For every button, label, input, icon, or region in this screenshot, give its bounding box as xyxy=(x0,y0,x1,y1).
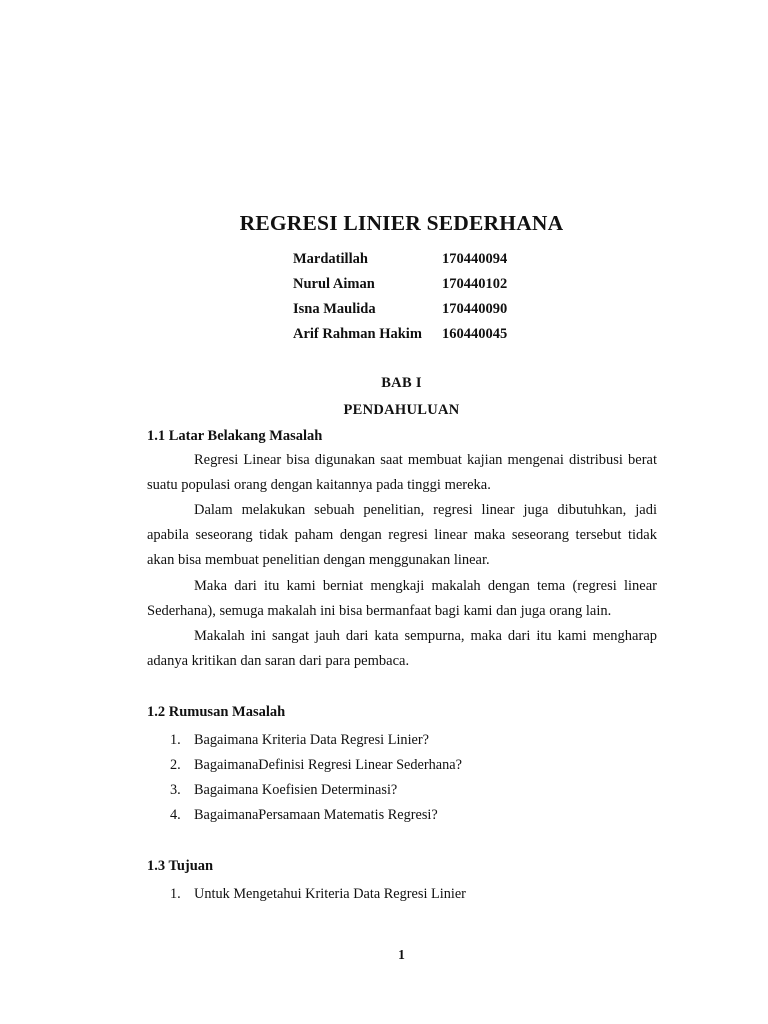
author-name: Arif Rahman Hakim xyxy=(293,326,422,342)
author-id: 160440045 xyxy=(442,326,508,342)
list-item: Untuk Mengetahui Kriteria Data Regresi Linier xyxy=(194,886,466,902)
list-item: BagaimanaPersamaan Matematis Regresi? xyxy=(194,807,438,823)
author-name: Nurul Aiman xyxy=(293,276,375,292)
section-heading-goals: 1.3 Tujuan xyxy=(147,858,214,874)
author-id: 170440102 xyxy=(442,276,508,292)
list-item: Bagaimana Kriteria Data Regresi Linier? xyxy=(194,732,429,748)
list-item: BagaimanaDefinisi Regresi Linear Sederhana? xyxy=(194,757,462,773)
author-name: Isna Maulida xyxy=(293,301,376,317)
author-id: 170440090 xyxy=(442,301,508,317)
paragraph: Dalam melakukan sebuah penelitian, regresi linear juga dibutuhkan, jadi apabila seseorang tidak paham dengan regresi linear maka seseorang tersebut tidak akan bisa membuat penelitian dengan menggunakan linear. xyxy=(147,502,657,568)
section-heading-background: 1.1 Latar Belakang Masalah xyxy=(147,428,323,444)
list-number: 2. xyxy=(170,757,181,773)
author-name: Mardatillah xyxy=(293,251,368,267)
list-item: Bagaimana Koefisien Determinasi? xyxy=(194,782,398,798)
document-title: REGRESI LINIER SEDERHANA xyxy=(239,211,564,235)
list-number: 3. xyxy=(170,782,181,798)
chapter-label: BAB I xyxy=(381,375,422,391)
section-heading-problem: 1.2 Rumusan Masalah xyxy=(147,704,286,720)
paragraph: Maka dari itu kami berniat mengkaji makalah dengan tema (regresi linear Sederhana), semuga makalah ini bisa bermanfaat bagi kami dan juga orang lain. xyxy=(147,578,657,619)
chapter-title: PENDAHULUAN xyxy=(343,402,460,418)
paragraph: Regresi Linear bisa digunakan saat membuat kajian mengenai distribusi berat suatu populasi orang dengan kaitannya pada tinggi mereka. xyxy=(147,452,657,493)
list-number: 4. xyxy=(170,807,181,823)
paragraph: Makalah ini sangat jauh dari kata sempurna, maka dari itu kami mengharap adanya kritikan dan saran dari para pembaca. xyxy=(147,628,657,669)
page-number: 1 xyxy=(398,947,405,962)
list-number: 1. xyxy=(170,886,181,902)
list-number: 1. xyxy=(170,732,181,748)
author-id: 170440094 xyxy=(442,251,508,267)
